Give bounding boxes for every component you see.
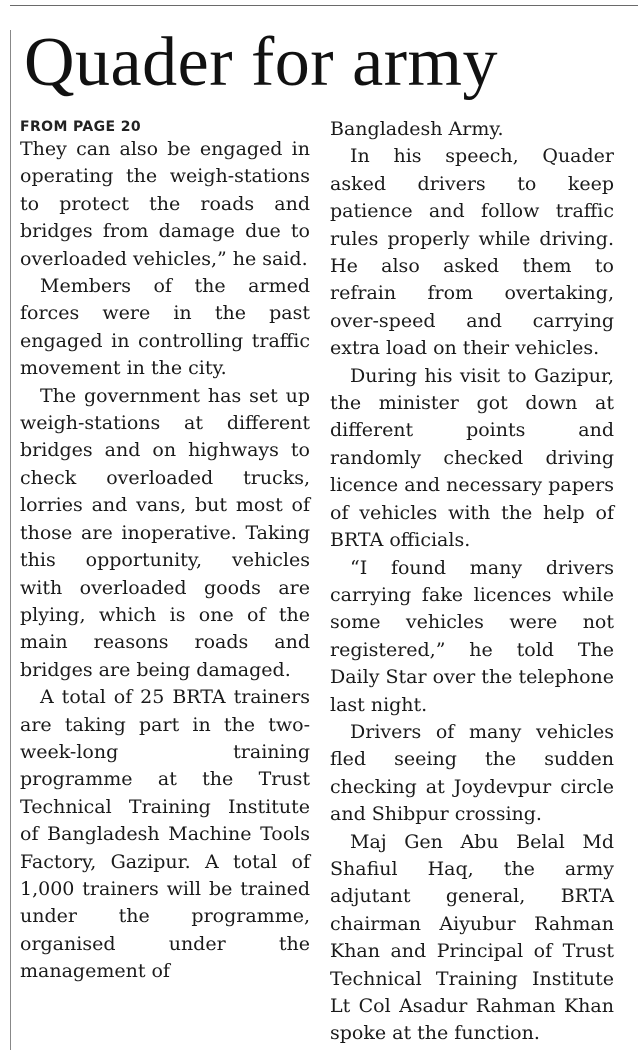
paragraph: Drivers of many vehicles fled seeing the sudden checking at Joydevpur circle and Shibpur crossing. [330, 720, 614, 826]
paragraph: A total of 25 BRTA trainers are taking part in the two-week-long training programme at the Trust Technical Training Institute of Bangladesh Machine Tools Factory, Gazipur. A total of 1,000 trainers will be trained under the programme, organised under the management of [20, 686, 310, 983]
right-column [330, 116, 614, 1048]
paragraph: During his visit to Gazipur, the minister got down at different points and randomly checked driving licence and necessary papers of vehicles with the help of BRTA officials. [330, 364, 614, 552]
paragraph: In his speech, Quader asked drivers to keep patience and follow traffic rules properly while driving. He also asked them to refrain from overtaking, over-speed and carrying extra load on their vehicles. [330, 145, 614, 360]
paragraph-continued: They can also be engaged in operating the weigh-stations to protect the roads and bridges from damage due to overloaded vehicles,” he said. [20, 138, 310, 270]
paragraph: “I found many drivers carrying fake licences while some vehicles were not registered,” he told The Daily Star over the telephone last night. [330, 556, 614, 716]
paragraph-continued: Bangladesh Army. [330, 118, 504, 140]
left-column [20, 118, 310, 986]
column-rule [10, 30, 11, 1050]
paragraph: Members of the armed forces were in the past engaged in controlling traffic movement in the city. [20, 275, 310, 380]
paragraph: Maj Gen Abu Belal Md Shafiul Haq, the army adjutant general, BRTA chairman Aiyubur Rahman Khan and Principal of Trust Technical Training Institute Lt Col Asadur Rahman Khan spoke at the function. [330, 830, 614, 1045]
top-rule [10, 5, 638, 6]
headline: Quader for army [24, 24, 498, 101]
jump-kicker: FROM PAGE 20 [20, 119, 142, 135]
paragraph: The government has set up weigh-stations at different bridges and on highways to check overloaded trucks, lorries and vans, but most of those are inoperative. Taking this opportunity, vehicles with overloaded goods are plying, which is one of the main reasons roads and bridges are being damaged. [20, 384, 310, 681]
